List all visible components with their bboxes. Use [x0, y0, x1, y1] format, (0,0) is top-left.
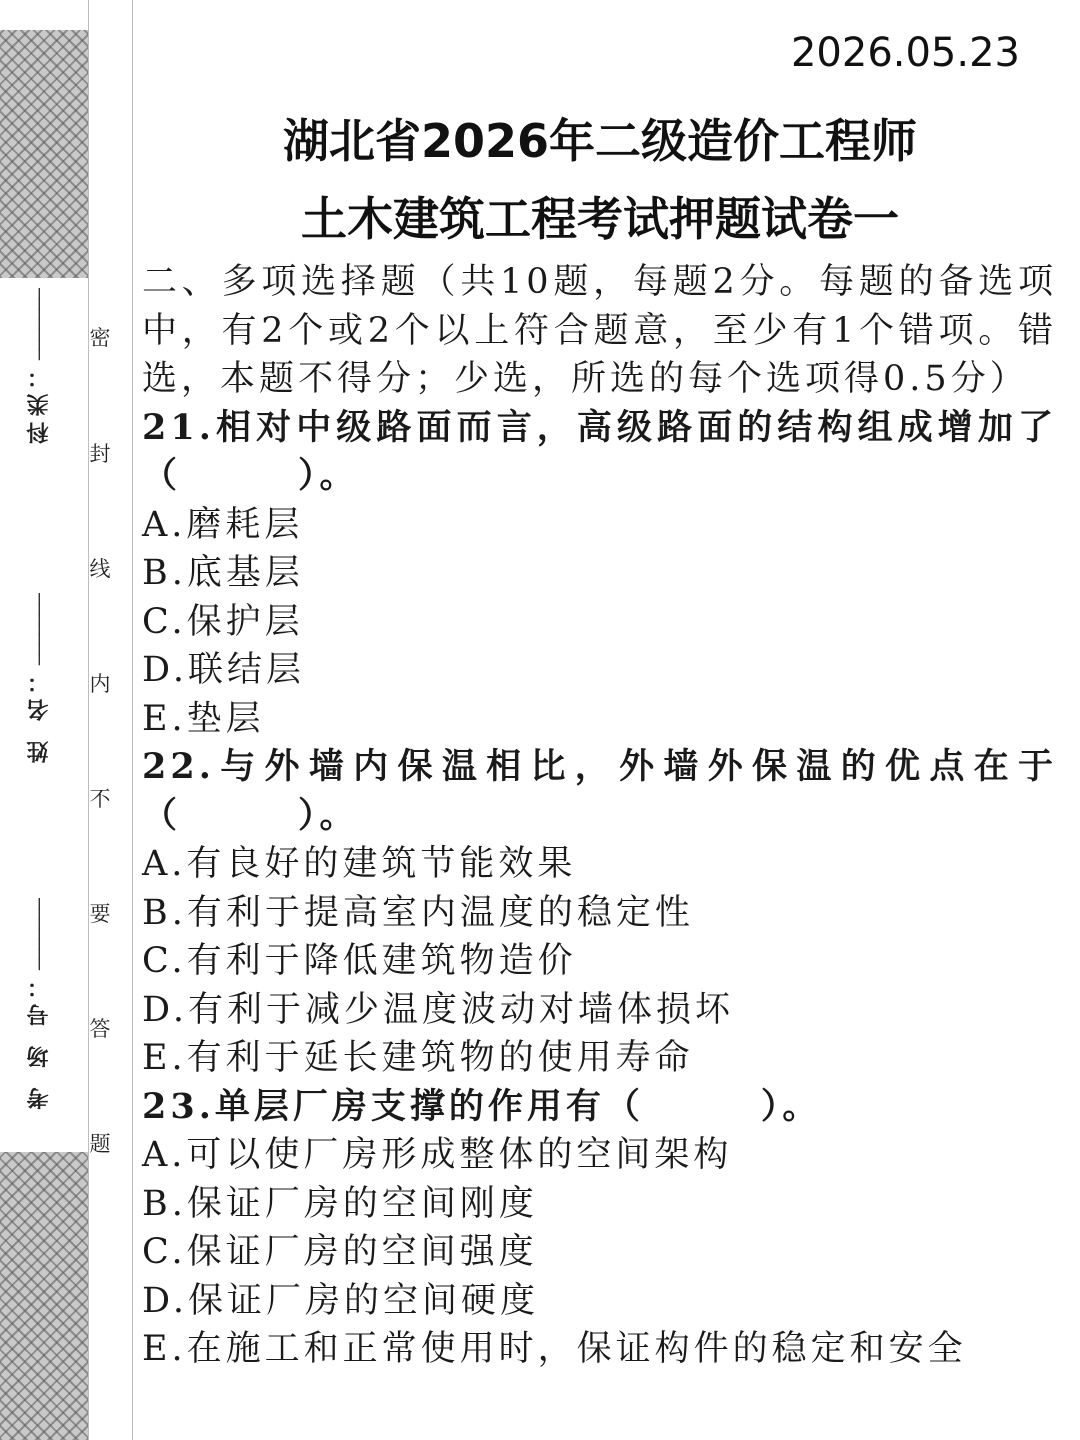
subject-label: 科类：	[25, 360, 52, 445]
name-label: 姓 名：	[25, 665, 52, 763]
answer-option: B.有利于提高室内温度的稳定性	[142, 892, 694, 933]
seal-char: 密	[89, 326, 111, 350]
seal-char: 线	[89, 557, 111, 581]
seal-char: 答	[89, 1017, 111, 1041]
name-line: ———————	[26, 595, 50, 666]
answer-option: B.底基层	[142, 553, 304, 593]
answer-option: C.保证厂房的空间强度	[142, 1232, 538, 1272]
answer-option: B.保证厂房的空间刚度	[142, 1183, 538, 1224]
answer-option: D.有利于减少温度波动对墙体损坏	[142, 989, 734, 1030]
answer-option: A.磨耗层	[142, 504, 304, 545]
seal-char: 题	[89, 1132, 111, 1156]
page-title-line1: 湖北省2026年二级造价工程师	[282, 114, 918, 168]
binding-rule-inner	[132, 0, 133, 1440]
answer-option: E.在施工和正常使用时，保证构件的稳定和安全	[142, 1329, 967, 1369]
binding-rule-outer	[88, 0, 89, 1440]
name-field	[10, 595, 66, 763]
seal-char: 不	[89, 787, 111, 811]
page-title-line2: 土木建筑工程考试押题试卷一	[301, 192, 899, 246]
seal-char: 内	[89, 672, 111, 696]
seal-char: 要	[89, 902, 111, 926]
answer-option: E.垫层	[142, 698, 265, 739]
binding-margin-pattern-top	[0, 30, 88, 278]
question-stem: 22.与外墙内保温相比，外墙外保温的优点在于（ ）。	[142, 746, 1057, 836]
question-content	[142, 258, 1057, 1374]
seal-char: 封	[89, 442, 111, 466]
exam-date: 2026.05.23	[790, 30, 1020, 76]
exam-room-label: 考 场 号：	[25, 970, 52, 1110]
answer-option: A.有良好的建筑节能效果	[142, 844, 577, 884]
answer-option: C.有利于降低建筑物造价	[142, 941, 577, 981]
subject-line: ———————	[26, 290, 50, 361]
subject-field	[10, 290, 66, 444]
answer-option: D.保证厂房的空间硬度	[142, 1280, 539, 1321]
answer-option: E.有利于延长建筑物的使用寿命	[142, 1038, 694, 1078]
exam-room-line: ———————	[26, 900, 50, 971]
section-instruction: 二、多项选择题（共10题，每题2分。每题的备选项中，有2个或2个以上符合题意，至少有1个错项。错选，本题不得分；少选，所选的每个选项得0.5分）	[142, 262, 1057, 399]
binding-margin-pattern-bottom	[0, 1152, 88, 1440]
question-stem: 21.相对中级路面而言，高级路面的结构组成增加了（ ）。	[142, 406, 1057, 496]
answer-option: A.可以使厂房形成整体的空间架构	[142, 1135, 733, 1175]
exam-room-field	[10, 900, 66, 1110]
answer-option: C.保护层	[142, 601, 304, 642]
answer-option: D.联结层	[142, 650, 305, 690]
question-stem: 23.单层厂房支撑的作用有（ ）。	[142, 1085, 822, 1127]
